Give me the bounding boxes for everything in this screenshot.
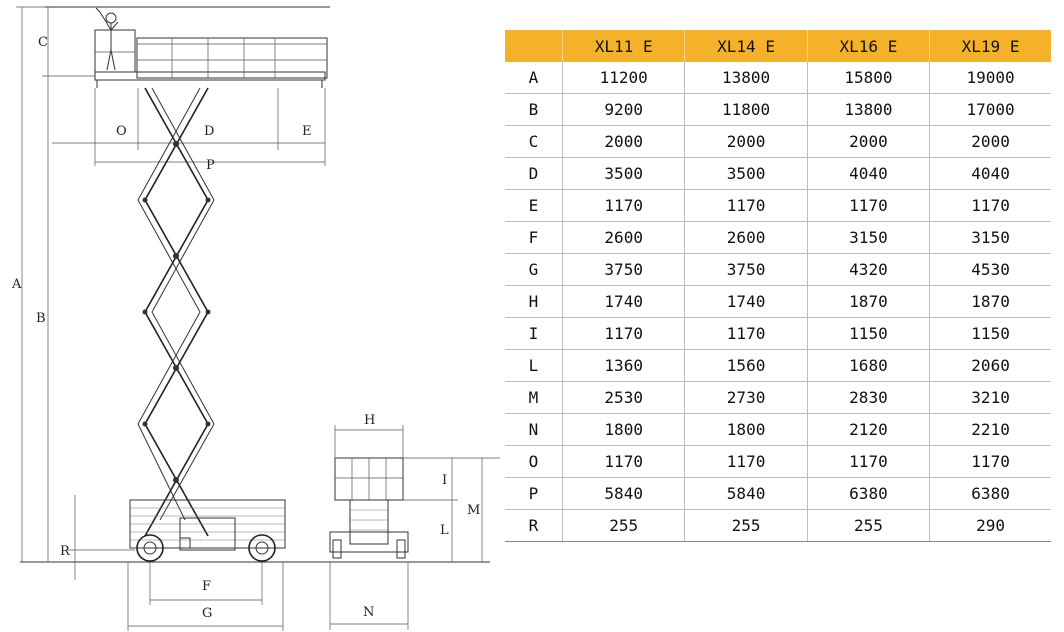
label-g: G [202,606,213,621]
value-cell: 2060 [930,350,1051,382]
header-cell [505,30,563,62]
label-a: A [12,277,22,292]
value-cell: 1170 [563,318,685,350]
row-label-cell: I [505,318,563,350]
row-label-cell: P [505,478,563,510]
value-cell: 4320 [807,254,929,286]
value-cell: 5840 [685,478,807,510]
row-label-cell: E [505,190,563,222]
label-p: P [206,158,215,173]
value-cell: 2530 [563,382,685,414]
value-cell: 13800 [685,62,807,94]
table-row [505,350,1051,382]
value-cell: 1170 [685,318,807,350]
table-row [505,510,1051,542]
table-row [505,382,1051,414]
value-cell: 1150 [807,318,929,350]
value-cell: 11200 [563,62,685,94]
specifications-table [505,30,1051,542]
table-row [505,190,1051,222]
label-i: I [442,473,448,488]
value-cell: 9200 [563,94,685,126]
value-cell: 2000 [807,126,929,158]
value-cell: 1560 [685,350,807,382]
work-platform [95,30,327,88]
value-cell: 2120 [807,414,929,446]
value-cell: 2000 [685,126,807,158]
value-cell: 2600 [685,222,807,254]
value-cell: 19000 [930,62,1051,94]
value-cell: 255 [807,510,929,542]
table-row [505,478,1051,510]
value-cell: 6380 [807,478,929,510]
table-row [505,318,1051,350]
value-cell: 255 [685,510,807,542]
row-label-cell: M [505,382,563,414]
label-e: E [302,124,312,139]
value-cell: 2830 [807,382,929,414]
header-cell: XL19 E [930,30,1051,62]
value-cell: 17000 [930,94,1051,126]
row-label-cell: H [505,286,563,318]
table-row [505,414,1051,446]
value-cell: 4530 [930,254,1051,286]
worker-figure [96,8,118,70]
value-cell: 4040 [807,158,929,190]
value-cell: 1170 [563,446,685,478]
value-cell: 5840 [563,478,685,510]
value-cell: 3150 [807,222,929,254]
table-row [505,254,1051,286]
value-cell: 1150 [930,318,1051,350]
scissor-arms [138,88,214,536]
value-cell: 13800 [807,94,929,126]
label-n: N [363,605,375,620]
label-h: H [364,413,376,428]
header-cell: XL14 E [685,30,807,62]
value-cell: 2730 [685,382,807,414]
row-label-cell: O [505,446,563,478]
value-cell: 1680 [807,350,929,382]
scissor-lift-dimension-drawing [0,0,500,632]
row-label-cell: A [505,62,563,94]
row-label-cell: G [505,254,563,286]
label-c: C [38,35,48,50]
row-label-cell: N [505,414,563,446]
front-view [330,458,408,558]
value-cell: 1800 [563,414,685,446]
label-r: R [60,544,70,559]
label-o: O [116,124,127,139]
value-cell: 3500 [563,158,685,190]
value-cell: 3750 [563,254,685,286]
value-cell: 1800 [685,414,807,446]
value-cell: 1740 [563,286,685,318]
value-cell: 1170 [807,190,929,222]
value-cell: 6380 [930,478,1051,510]
value-cell: 2600 [563,222,685,254]
value-cell: 2210 [930,414,1051,446]
value-cell: 3210 [930,382,1051,414]
value-cell: 290 [930,510,1051,542]
header-cell: XL16 E [807,30,929,62]
header-cell: XL11 E [563,30,685,62]
row-label-cell: D [505,158,563,190]
label-d: D [204,124,215,139]
value-cell: 1870 [807,286,929,318]
value-cell: 3750 [685,254,807,286]
row-label-cell: R [505,510,563,542]
value-cell: 1170 [930,190,1051,222]
row-label-cell: B [505,94,563,126]
value-cell: 2000 [930,126,1051,158]
table-row [505,158,1051,190]
table-row [505,222,1051,254]
value-cell: 1360 [563,350,685,382]
value-cell: 1870 [930,286,1051,318]
value-cell: 2000 [563,126,685,158]
value-cell: 1170 [685,446,807,478]
label-l: L [440,523,449,538]
value-cell: 15800 [807,62,929,94]
value-cell: 3500 [685,158,807,190]
table-row [505,286,1051,318]
value-cell: 1170 [930,446,1051,478]
label-m: M [467,503,481,518]
value-cell: 1740 [685,286,807,318]
value-cell: 1170 [807,446,929,478]
value-cell: 11800 [685,94,807,126]
table-row [505,126,1051,158]
label-b: B [36,311,46,326]
row-label-cell: C [505,126,563,158]
row-label-cell: L [505,350,563,382]
value-cell: 1170 [563,190,685,222]
table-row [505,62,1051,94]
value-cell: 255 [563,510,685,542]
value-cell: 4040 [930,158,1051,190]
value-cell: 1170 [685,190,807,222]
row-label-cell: F [505,222,563,254]
value-cell: 3150 [930,222,1051,254]
table-header-row [505,30,1051,62]
table-row [505,446,1051,478]
label-f: F [202,579,212,594]
table-row [505,94,1051,126]
